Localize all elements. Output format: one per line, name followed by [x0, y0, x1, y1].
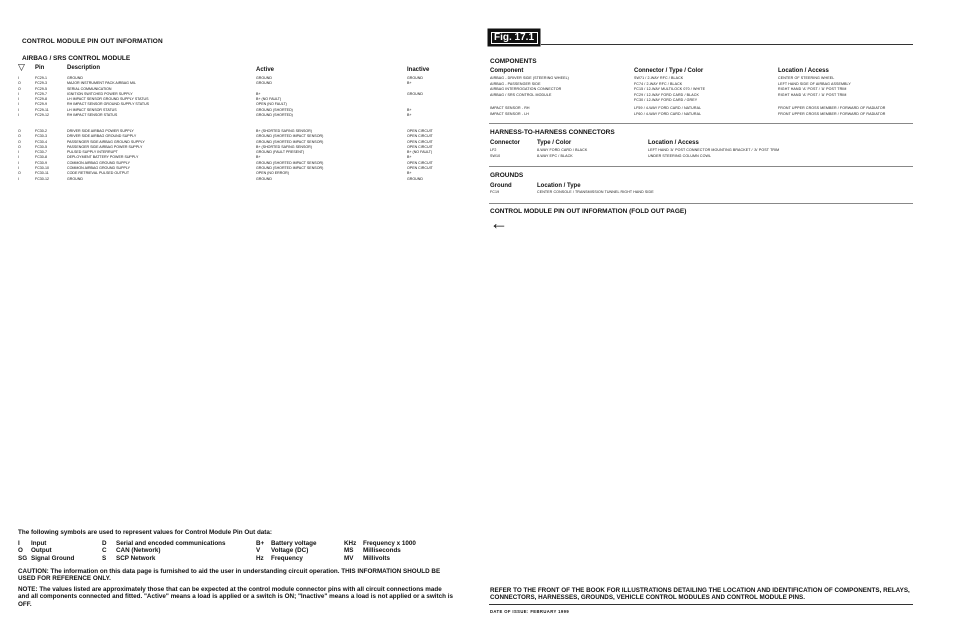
filter-icon: ▽	[18, 62, 25, 72]
pin-number: FC29-5	[35, 86, 47, 91]
symbol-key: D	[102, 540, 107, 547]
pin-number: FC30-9	[35, 160, 47, 165]
pin-inactive: OPEN CIRCUIT	[407, 139, 433, 144]
pin-inactive: OPEN CIRCUIT	[407, 144, 433, 149]
pin-description: RH IMPACT SENSOR STATUS	[67, 113, 118, 118]
pin-description: RH IMPACT SENSOR GROUND SUPPLY STATUS	[67, 102, 150, 107]
list-item: LEFT HAND 'A' POST CONNECTOR MOUNTING BRACKET / 'A' POST TRIM	[648, 148, 780, 152]
footer-rule	[489, 604, 913, 605]
pin-description: COMMON AIRBAG GROUND SUPPLY	[67, 160, 131, 165]
figure-badge: Fig. 17.1	[489, 30, 539, 45]
pin-active: GROUND (SHORTED IMPACT SENSOR)	[256, 134, 324, 139]
page-title: CONTROL MODULE PIN OUT INFORMATION	[22, 38, 163, 45]
list-item: FC15 / 12-WAY MULTILOCK 070 / WHITE	[634, 87, 706, 92]
pin-inactive: OPEN CIRCUIT	[407, 129, 433, 133]
list-item: SW10	[490, 153, 501, 158]
col-active-header: Active	[256, 67, 275, 73]
symbol-value: Input	[31, 540, 47, 547]
comp-col-connector: Connector / Type / Color	[634, 68, 704, 74]
pin-active: B+ (SHORTED SAFING SENSOR)	[256, 144, 312, 149]
list-item: LEFT HAND SIDE OF AIRBAG ASSEMBLY	[778, 81, 851, 86]
pin-active: B+	[256, 155, 261, 160]
symbol-value: Voltage (DC)	[271, 547, 309, 555]
symbol-value: Output	[31, 547, 52, 555]
symbol-key: MV	[344, 554, 354, 562]
pin-io: I	[18, 160, 19, 165]
list-item: CENTER OF STEERING WHEEL	[778, 76, 835, 80]
caution-text: CAUTION: The information on this data page is furnished to aid the user in understanding circuit operation. THIS INFORMATION SHOULD BE USED FOR REFERENCE ONLY.	[18, 568, 441, 583]
grounds-col-location: Location / Type	[537, 183, 581, 189]
comp-col-location: Location / Access	[778, 68, 829, 74]
symbols-intro: The following symbols are used to represent values for Control Module Pin Out data:	[18, 529, 273, 536]
symbol-key: KHz	[344, 540, 357, 547]
list-item: RIGHT HAND 'A' POST / 'A' POST TRIM	[778, 87, 847, 92]
note-text: NOTE: The values listed are approximately those that can be expected at the control module connector pins with all circuit connections made and all components connected and fitted. "Active" means a load is applied or a switch is ON; "Inactive" means a load is not applied or a switch is OFF.	[18, 586, 453, 608]
list-item: FC30 / 12-WAY FORD CARD / GREY	[634, 98, 698, 103]
harness-col-type: Type / Color	[537, 140, 572, 146]
symbol-value: SCP Network	[116, 554, 156, 562]
section-rule	[489, 123, 913, 124]
pin-active: GROUND (SHORTED IMPACT SENSOR)	[256, 160, 324, 165]
pin-io: I	[18, 76, 19, 80]
pin-number: FC29-11	[35, 107, 49, 112]
pin-io: O	[18, 171, 21, 176]
list-item: 8-WAY EPC / BLACK	[537, 153, 573, 158]
pin-io: O	[18, 86, 21, 91]
symbol-value: Frequency x 1000	[363, 540, 416, 547]
list-item: SW71 / 2-WAY RFC / BLACK	[634, 76, 684, 80]
list-item: RIGHT HAND 'A' POST / 'A' POST TRIM	[778, 92, 847, 97]
list-item: AIRBAG - DRIVER SIDE (STEERING WHEEL)	[490, 76, 569, 80]
pin-inactive: GROUND	[407, 76, 423, 80]
symbol-key: Hz	[256, 554, 264, 562]
col-description-header: Description	[67, 65, 101, 71]
pin-active: GROUND (SHORTED)	[256, 107, 293, 112]
pin-number: FC29-3	[35, 81, 47, 86]
pin-io: I	[18, 150, 19, 155]
pin-number: FC30-8	[35, 155, 47, 160]
pin-description: GROUND	[67, 176, 83, 181]
pin-description: CODE RETRIEVAL PULSED OUTPUT	[67, 171, 130, 176]
symbol-key: V	[256, 547, 261, 555]
pin-inactive: B+	[407, 155, 412, 160]
list-item: LF60 / 4-WAY FORD CARD / NATURAL	[634, 111, 702, 116]
pin-inactive: GROUND	[407, 176, 423, 181]
pin-io: O	[18, 129, 21, 133]
header-rule	[541, 44, 913, 45]
pin-number: FC29-1	[35, 76, 47, 80]
harness-col-connector: Connector	[490, 140, 520, 146]
pin-description: DRIVER SIDE AIRBAG POWER SUPPLY	[67, 129, 134, 133]
list-item: IMPACT SENSOR - LH	[490, 111, 530, 116]
pin-inactive: OPEN CIRCUIT	[407, 166, 433, 171]
pin-active: GROUND (SHORTED)	[256, 113, 293, 118]
pin-description: LH IMPACT SENSOR STATUS	[67, 107, 117, 112]
pin-inactive: B+	[407, 81, 412, 86]
pin-inactive: B+ (NO FAULT)	[407, 150, 433, 155]
col-pin-header: Pin	[35, 65, 45, 71]
pin-description: DRIVER SIDE AIRBAG GROUND SUPPLY	[67, 134, 137, 139]
pin-inactive: B+	[407, 171, 412, 176]
pin-number: FC30-3	[35, 134, 47, 139]
pin-io: I	[18, 166, 19, 171]
list-item: AIRBAG / SRS CONTROL MODULE	[490, 92, 552, 97]
components-title: COMPONENTS	[490, 58, 537, 65]
list-item: FC19	[490, 190, 500, 194]
module-title: AIRBAG / SRS CONTROL MODULE	[22, 55, 131, 62]
pin-description: DEPLOYMENT BATTERY POWER SUPPLY	[67, 155, 139, 160]
pin-inactive: B+	[407, 113, 412, 118]
symbol-key: C	[102, 547, 107, 555]
pin-io: I	[18, 91, 19, 96]
pin-io: O	[18, 134, 21, 139]
pin-inactive: OPEN CIRCUIT	[407, 160, 433, 165]
symbol-value: Frequency	[271, 554, 303, 562]
list-item: UNDER STEERING COLUMN COWL	[648, 153, 712, 158]
grounds-title: GROUNDS	[490, 172, 524, 179]
list-item: AIRBAG - PASSENGER SIDE	[490, 81, 541, 86]
list-item: 8-WAY FORD CARD / BLACK	[537, 148, 588, 152]
arrow-left-icon[interactable]: ←	[490, 213, 508, 233]
refer-text: REFER TO THE FRONT OF THE BOOK FOR ILLUSTRATIONS DETAILING THE LOCATION AND IDENTIFICATION OF COMPONENTS, RELAYS, CONNECTORS, HARNESSES, GROUNDS, VEHICLE CONTROL MODULES AND CONTROL MODULE PINS.	[490, 587, 910, 602]
list-item: FRONT UPPER CROSS MEMBER / FORWARD OF RADIATOR	[778, 106, 886, 110]
list-item: FC74 / 2-WAY RFC / BLACK	[634, 81, 683, 86]
symbol-key: O	[18, 547, 23, 555]
list-item: FRONT UPPER CROSS MEMBER / FORWARD OF RADIATOR	[778, 111, 886, 116]
pin-description: SERIAL COMMUNICATION	[67, 86, 112, 91]
grounds-col-ground: Ground	[490, 183, 512, 189]
symbol-value: Signal Ground	[31, 554, 75, 562]
foldout-link[interactable]: CONTROL MODULE PIN OUT INFORMATION (FOLD OUT PAGE)	[490, 208, 687, 215]
pin-active: GROUND (FAULT PRESENT)	[256, 150, 305, 155]
col-inactive-header: Inactive	[407, 67, 430, 73]
symbol-value: Milliseconds	[363, 547, 401, 555]
symbol-value: Battery voltage	[271, 540, 317, 547]
pin-io: I	[18, 155, 19, 160]
pin-io: I	[18, 176, 19, 181]
symbol-key: SG	[18, 554, 28, 562]
pin-number: FC30-5	[35, 144, 47, 149]
pin-active: GROUND	[256, 176, 272, 181]
pin-active: GROUND (SHORTED IMPACT SENSOR)	[256, 139, 324, 144]
list-item: IMPACT SENSOR - RH	[490, 106, 530, 110]
pin-io: I	[18, 113, 19, 118]
symbol-value: Serial and encoded communications	[116, 540, 226, 547]
symbol-key: MS	[344, 547, 354, 555]
pin-io: O	[18, 144, 21, 149]
pin-active: GROUND (SHORTED IMPACT SENSOR)	[256, 166, 324, 171]
pin-number: FC29-8	[35, 97, 47, 102]
pin-active: GROUND	[256, 81, 272, 86]
section-rule	[489, 203, 913, 204]
pin-active: B+ (NO FAULT)	[256, 97, 282, 102]
symbol-key: B+	[256, 540, 265, 547]
pin-io: O	[18, 139, 21, 144]
pin-number: FC30-12	[35, 176, 49, 181]
pin-description: PULSED SUPPLY INTERRUPT	[67, 150, 118, 155]
pin-description: IGNITION SWITCHED POWER SUPPLY	[67, 91, 133, 96]
list-item: AIRBAG INTERROGATION CONNECTOR	[490, 87, 562, 92]
pin-description: PASSENGER SIDE AIRBAG GROUND SUPPLY	[67, 139, 145, 144]
list-item: FC29 / 12-WAY FORD CARD / BLACK	[634, 92, 699, 97]
pin-description: COMMON AIRBAG GROUND SUPPLY	[67, 166, 131, 171]
harness-title: HARNESS-TO-HARNESS CONNECTORS	[490, 129, 615, 136]
pin-description: LH IMPACT SENSOR GROUND SUPPLY STATUS	[67, 97, 149, 102]
pin-io: I	[18, 107, 19, 112]
list-item: LF59 / 4-WAY FORD CARD / NATURAL	[634, 106, 702, 110]
date-of-issue: DATE OF ISSUE: FEBRUARY 1999	[490, 609, 570, 614]
symbol-value: CAN (Network)	[116, 547, 161, 555]
pin-number: FC29-7	[35, 91, 47, 96]
pin-number: FC30-7	[35, 150, 47, 155]
pin-inactive: GROUND	[407, 91, 423, 96]
pin-active: B+	[256, 91, 261, 96]
symbol-key: S	[102, 554, 107, 562]
list-item: LF2	[490, 148, 497, 152]
list-item: CENTER CONSOLE / TRANSMISSION TUNNEL RIGHT HAND SIDE	[537, 190, 654, 194]
pin-number: FC29-12	[35, 113, 49, 118]
pin-description: GROUND	[67, 76, 83, 80]
pin-number: FC29-9	[35, 102, 47, 107]
pin-active: B+ (SHORTED SAFING SENSOR)	[256, 129, 312, 133]
harness-col-location: Location / Access	[648, 140, 699, 146]
pin-active: OPEN (NO ERROR)	[256, 171, 289, 176]
pin-number: FC30-10	[35, 166, 49, 171]
comp-col-component: Component	[490, 68, 524, 74]
pin-description: MAJOR INSTRUMENT PACK AIRBAG MIL	[67, 81, 136, 86]
pin-number: FC30-2	[35, 129, 47, 133]
pin-inactive: B+	[407, 107, 412, 112]
pin-active: GROUND	[256, 76, 272, 80]
pin-active: OPEN (NO FAULT)	[256, 102, 287, 107]
symbol-key: I	[18, 540, 20, 547]
pin-description: PASSENGER SIDE AIRBAG POWER SUPPLY	[67, 144, 143, 149]
pin-io: I	[18, 102, 19, 107]
pin-inactive: OPEN CIRCUIT	[407, 134, 433, 139]
pin-io: O	[18, 81, 21, 86]
pin-number: FC30-4	[35, 139, 47, 144]
symbol-value: Millivolts	[363, 554, 390, 562]
pin-number: FC30-11	[35, 171, 49, 176]
pin-io: I	[18, 97, 19, 102]
section-rule	[489, 166, 913, 167]
